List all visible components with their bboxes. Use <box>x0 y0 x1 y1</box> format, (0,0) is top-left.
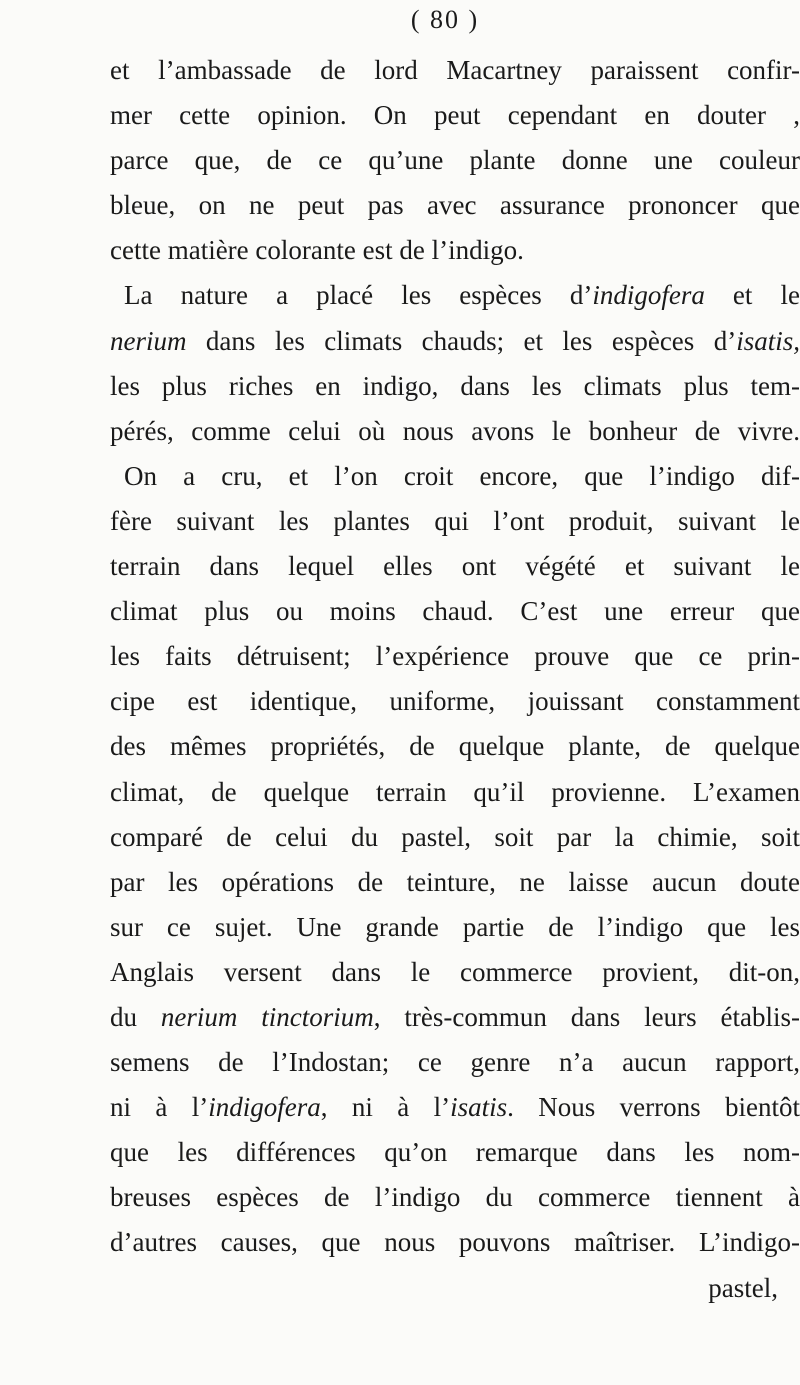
italic-term: nerium <box>110 325 187 356</box>
text-line <box>110 544 800 589</box>
text-line <box>110 1040 800 1085</box>
text-run: , très-commun dans leurs établis- <box>373 1001 800 1032</box>
text-line <box>110 860 800 905</box>
text-line <box>110 499 800 544</box>
text-run: , ni à l’ <box>320 1092 451 1123</box>
text-run: et l’ambassade de lord Macartney paraissent confir- <box>110 55 800 85</box>
page-number: ( 80 ) <box>410 5 480 34</box>
text-run: pérés, comme celui où nous avons le bonheur de vivre. <box>110 415 800 446</box>
text-run: des mêmes propriétés, de quelque plante, de quelque <box>110 731 800 762</box>
text-line <box>110 634 800 679</box>
text-line <box>110 815 800 860</box>
text-line <box>110 183 800 228</box>
italic-term: isatis, <box>736 325 800 356</box>
text-run: terrain dans lequel elles ont végété et suivant le <box>110 551 800 582</box>
text-line <box>110 589 800 634</box>
text-run: parce que, de ce qu’une plante donne une couleur <box>110 145 800 176</box>
text-run: . Nous verrons bientôt <box>507 1092 800 1123</box>
text-line <box>110 93 800 138</box>
text-line <box>110 950 800 995</box>
text-line <box>110 228 800 273</box>
text-line <box>110 138 800 183</box>
text-line <box>110 995 800 1040</box>
text-run: mer cette opinion. On peut cependant en douter , <box>110 100 800 131</box>
text-run: sur ce sujet. Une grande partie de l’indigo que les <box>110 911 800 942</box>
text-run: dans les climats chauds; et les espèces d’ <box>186 325 737 356</box>
italic-term: indigofera <box>592 280 705 311</box>
text-line <box>110 409 800 454</box>
text-run: ni à l’ <box>110 1092 209 1123</box>
text-run: semens de l’Indostan; ce genre n’a aucun rapport, <box>110 1047 800 1078</box>
text-line <box>110 319 800 364</box>
text-run: climat, de quelque terrain qu’il provienne. L’examen <box>110 776 800 807</box>
text-line <box>110 1220 800 1265</box>
text-run: pastel, <box>708 1272 778 1303</box>
text-run: On a cru, et l’on croit encore, que l’indigo dif- <box>124 460 800 491</box>
text-run: climat plus ou moins chaud. C’est une erreur que <box>110 596 800 627</box>
text-line <box>110 770 800 815</box>
text-line <box>110 364 800 409</box>
text-run: cipe est identique, uniforme, jouissant constamment <box>110 686 800 717</box>
text-run: du <box>110 1001 161 1032</box>
text-run: comparé de celui du pastel, soit par la chimie, soit <box>110 821 800 852</box>
text-line <box>110 905 800 950</box>
text-run: fère suivant les plantes qui l’ont produit, suivant le <box>110 505 800 536</box>
text-run: et le <box>704 280 800 311</box>
text-run: La nature a placé les espèces d’ <box>124 280 593 311</box>
italic-term: nerium tinctorium <box>160 1001 374 1032</box>
italic-term: indigofera <box>208 1092 321 1123</box>
text-run: les faits détruisent; l’expérience prouve que ce prin- <box>110 641 800 672</box>
text-run: breuses espèces de l’indigo du commerce tiennent à <box>110 1182 800 1213</box>
text-line <box>110 454 800 499</box>
body-text <box>110 48 800 1311</box>
text-run: les plus riches en indigo, dans les climats plus tem- <box>110 370 800 401</box>
text-run: que les différences qu’on remarque dans les nom- <box>110 1137 800 1168</box>
text-run: par les opérations de teinture, ne laisse aucun doute <box>110 866 800 897</box>
text-line <box>110 1175 800 1220</box>
text-run: d’autres causes, que nous pouvons maîtriser. L’indigo- <box>110 1227 800 1258</box>
catchword <box>110 1266 800 1311</box>
text-line <box>110 724 800 769</box>
text-line <box>110 1130 800 1175</box>
text-line <box>110 1085 800 1130</box>
text-run: cette matière colorante est de l’indigo. <box>110 235 524 266</box>
text-run: Anglais versent dans le commerce provient, dit-on, <box>110 956 800 987</box>
text-line <box>110 48 800 93</box>
text-line <box>110 273 800 318</box>
italic-term: isatis <box>450 1092 508 1123</box>
text-run: bleue, on ne peut pas avec assurance prononcer que <box>110 190 800 221</box>
text-line <box>110 679 800 724</box>
